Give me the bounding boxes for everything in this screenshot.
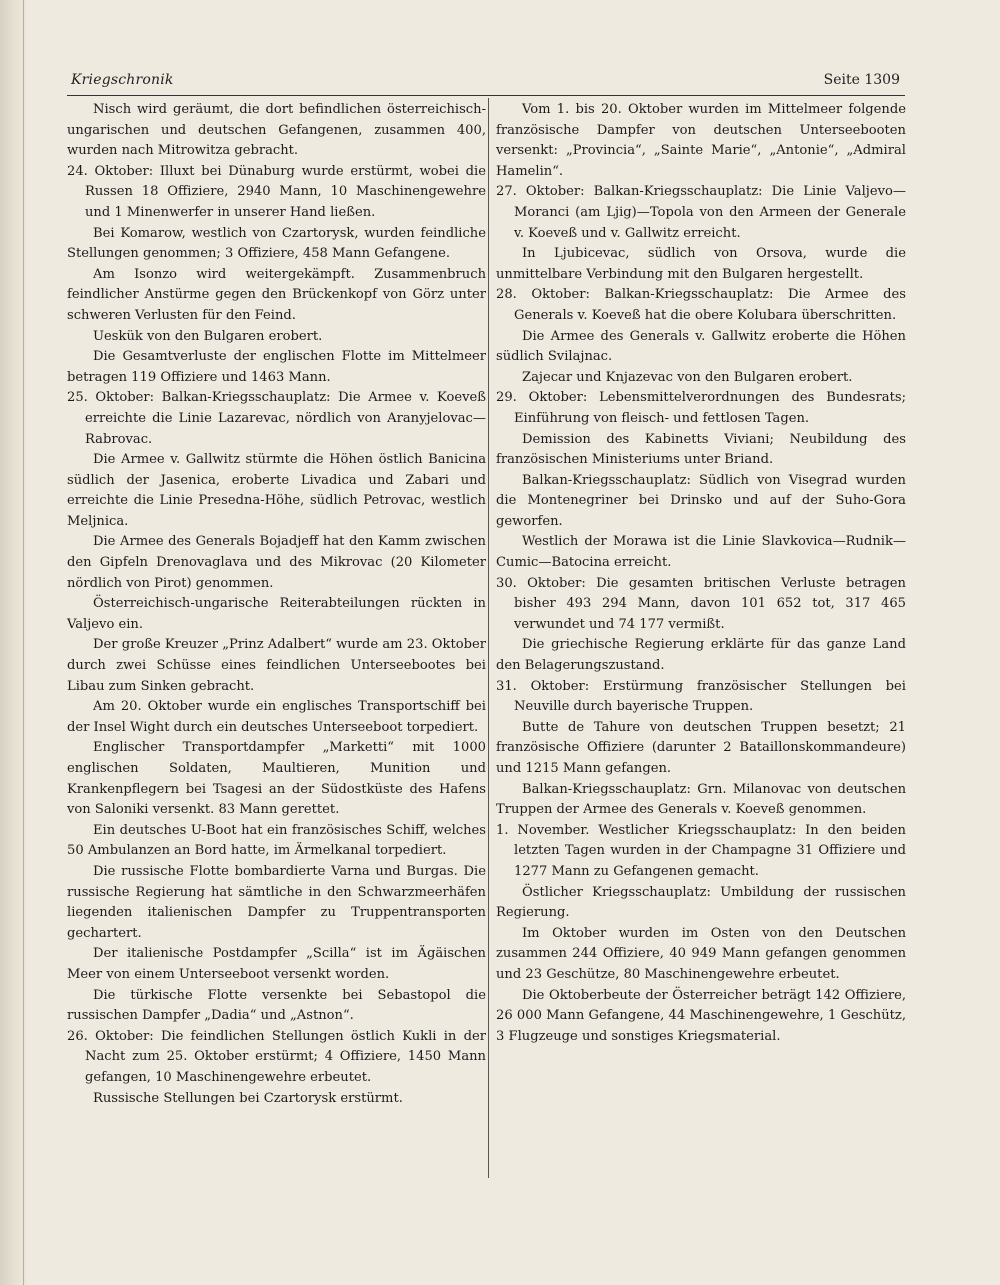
dated-entry: 31. Oktober: Erstürmung französischer Stellungen bei Neuville durch bayerische Truppen. [496,678,906,715]
dated-entry: 26. Oktober: Die feindlichen Stellungen östlich Kukli in der Nacht zum 25. Oktober erstürmt; 4 Offiziere, 1450 Mann gefangen, 10 Maschinengewehre erbeutet. [67,1028,486,1085]
dated-entry: 25. Oktober: Balkan-Kriegsschauplatz: Die Armee v. Koeveß erreichte die Linie Lazarevac, nördlich von Aranyjelovac—Rabrovac. [67,390,486,447]
left-column [67,100,486,1109]
entry-paragraph: Österreichisch-ungarische Reiterabteilungen rückten in Valjevo ein. [67,596,486,632]
entry-paragraph: Die Armee des Generals v. Gallwitz eroberte die Höhen südlich Svilajnac. [496,328,906,365]
entry-paragraph: Am 20. Oktober wurde ein englisches Transportschiff bei der Insel Wight durch ein deutsches Unterseeboot torpediert. [67,699,486,735]
entry-paragraph: Butte de Tahure von deutschen Truppen besetzt; 21 französische Offiziere (darunter 2 Bataillonskommandeure) und 1215 Mann gefangen. [496,719,906,776]
dated-entry: 27. Oktober: Balkan-Kriegsschauplatz: Die Linie Valjevo—Moranci (am Ljig)—Topola von den Armeen der Generale v. Koeveß und v. Gallwitz erreicht. [496,184,906,241]
column-divider [488,98,489,1178]
header-section-title: Kriegschronik [71,72,174,88]
entry-paragraph: Nisch wird geräumt, die dort befindlichen österreichisch-ungarischen und deutschen Gefangenen, zusammen 400, wurden nach Mitrowitza gebracht. [67,102,486,159]
entry-paragraph: Russische Stellungen bei Czartorysk erstürmt. [93,1090,403,1106]
entry-paragraph: Am Isonzo wird weitergekämpft. Zusammenbruch feindlicher Anstürme gegen den Brückenkopf von Görz unter schweren Verlusten für den Feind. [67,266,486,323]
entry-paragraph: Im Oktober wurden im Osten von den Deutschen zusammen 244 Offiziere, 40 949 Mann gefangen genommen und 23 Geschütze, 80 Maschinengewehre erbeutet. [496,925,906,982]
right-column [496,100,906,1047]
entry-paragraph: Balkan-Kriegsschauplatz: Südlich von Visegrad wurden die Montenegriner bei Drinsko und auf der Suho-Gora geworfen. [496,472,906,529]
running-header [67,70,904,92]
dated-entry: 1. November. Westlicher Kriegsschauplatz: In den beiden letzten Tagen wurden in der Champagne 31 Offiziere und 1277 Mann zu Gefangenen gemacht. [496,822,906,879]
dated-entry: 24. Oktober: Illuxt bei Dünaburg wurde erstürmt, wobei die Russen 18 Offiziere, 2940 Mann, 10 Maschinengewehre und 1 Minenwerfer in unserer Hand ließen. [67,163,486,220]
book-binding-edge [0,0,22,1285]
entry-paragraph: Ein deutsches U-Boot hat ein französisches Schiff, welches 50 Ambulanzen an Bord hatte, im Ärmelkanal torpediert. [67,822,486,859]
dated-entry: 29. Oktober: Lebensmittelverordnungen des Bundesrats; Einführung von fleisch- und fettlosen Tagen. [496,390,906,426]
entry-paragraph: Demission des Kabinetts Viviani; Neubildung des französischen Ministeriums unter Briand. [496,431,906,468]
entry-paragraph: Ueskük von den Bulgaren erobert. [93,328,323,344]
entry-paragraph: Die Armee v. Gallwitz stürmte die Höhen östlich Banicina südlich der Jasenica, eroberte Livadica und Zabari und erreichte die Linie Presedna-Höhe, südlich Petrovac, westlich Meljnica. [67,452,486,529]
entry-paragraph: Die türkische Flotte versenkte bei Sebastopol die russischen Dampfer „Dadia“ und „Astnon“. [67,987,486,1024]
dated-entry: 30. Oktober: Die gesamten britischen Verluste betragen bisher 493 294 Mann, davon 101 652 tot, 317 465 verwundet und 74 177 vermißt. [496,575,906,632]
header-page-number: Seite 1309 [823,72,900,88]
header-rule [67,95,905,96]
entry-paragraph: In Ljubicevac, südlich von Orsova, wurde die unmittelbare Verbindung mit den Bulgaren hergestellt. [496,246,906,282]
entry-paragraph: Die griechische Regierung erklärte für das ganze Land den Belagerungszustand. [496,637,906,674]
entry-paragraph: Vom 1. bis 20. Oktober wurden im Mittelmeer folgende französische Dampfer von deutschen Unterseebooten versenkt: „Provincia“, „Sainte Marie“, „Antonie“, „Admiral Hamelin“. [496,102,906,179]
entry-paragraph: Balkan-Kriegsschauplatz: Grn. Milanovac von deutschen Truppen der Armee des Generals v. Koeveß genommen. [496,781,906,818]
entry-paragraph: Die Oktoberbeute der Österreicher beträgt 142 Offiziere, 26 000 Mann Gefangene, 44 Maschinengewehre, 1 Geschütz, 3 Flugzeuge und sonstiges Kriegsmaterial. [496,987,906,1044]
entry-paragraph: Zajecar und Knjazevac von den Bulgaren erobert. [522,369,853,385]
entry-paragraph: Die Armee des Generals Bojadjeff hat den Kamm zwischen den Gipfeln Drenovaglava und des Mikrovac (20 Kilometer nördlich von Pirot) genommen. [67,534,486,591]
entry-paragraph: Der große Kreuzer „Prinz Adalbert“ wurde am 23. Oktober durch zwei Schüsse eines feindlichen Unterseebootes bei Libau zum Sinken gebracht. [67,637,486,694]
entry-paragraph: Der italienische Postdampfer „Scilla“ ist im Ägäischen Meer von einem Unterseeboot versenkt worden. [67,946,486,982]
entry-paragraph: Westlich der Morawa ist die Linie Slavkovica—Rudnik—Cumic—Batocina erreicht. [496,534,906,571]
entry-paragraph: Östlicher Kriegsschauplatz: Umbildung der russischen Regierung. [496,884,906,921]
page-edge-line [23,0,24,1285]
dated-entry: 28. Oktober: Balkan-Kriegsschauplatz: Die Armee des Generals v. Koeveß hat die obere Kolubara überschritten. [496,287,906,323]
entry-paragraph: Englischer Transportdampfer „Marketti“ mit 1000 englischen Soldaten, Maultieren, Munition und Krankenpflegern bei Tsagesi an der Südostküste des Hafens von Saloniki versenkt. 83 Mann gerettet. [67,740,486,818]
entry-paragraph: Bei Komarow, westlich von Czartorysk, wurden feindliche Stellungen genommen; 3 Offiziere, 458 Mann Gefangene. [67,225,486,262]
entry-paragraph: Die Gesamtverluste der englischen Flotte im Mittelmeer betragen 119 Offiziere und 1463 Mann. [67,349,486,385]
entry-paragraph: Die russische Flotte bombardierte Varna und Burgas. Die russische Regierung hat sämtliche in den Schwarzmeerhäfen liegenden italienischen Dampfer zu Truppentransporten gechartert. [67,863,486,941]
